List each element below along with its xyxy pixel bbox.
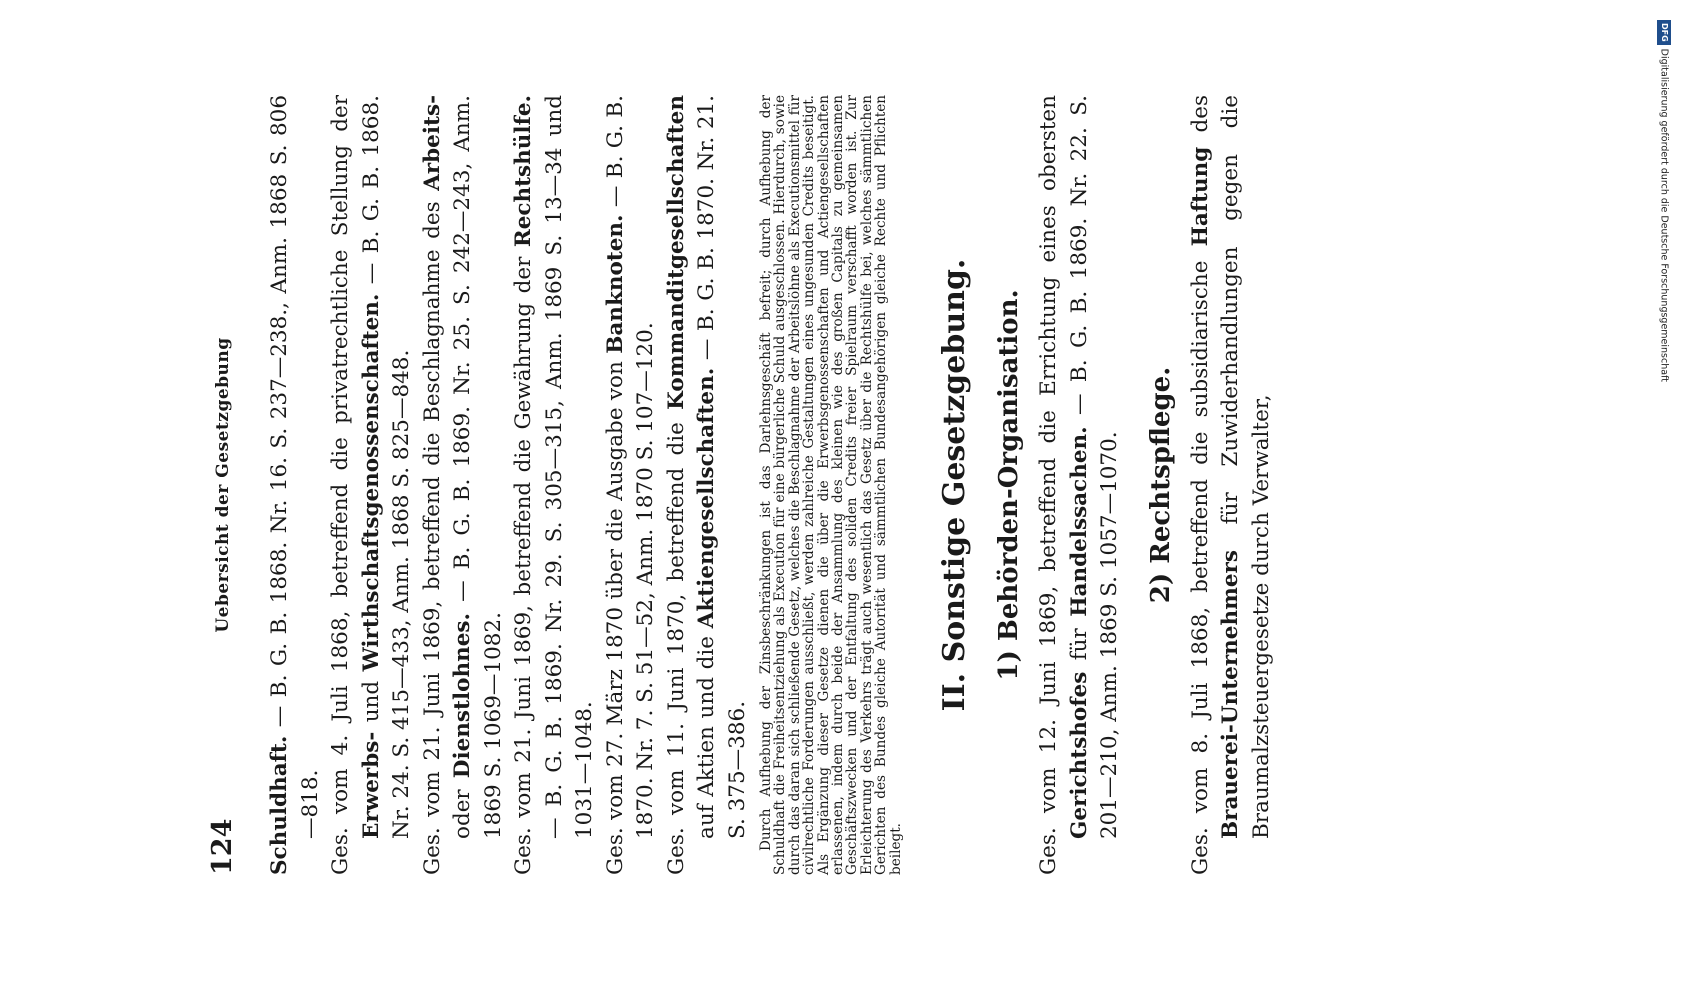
entry-schuldhaft: [265, 95, 326, 875]
entry-mid: des: [1187, 95, 1213, 147]
entry-strong: Schuldhaft.: [267, 735, 292, 875]
entry-lead: Ges. vom 4. Juli 1868, betreffend die privatrechtliche Stellung der: [328, 95, 353, 875]
entry-mid: auf Aktien und die: [694, 628, 719, 839]
entry-banknoten: [601, 95, 662, 875]
commentary-note: Durch Aufhebung der Zinsbeschränkungen ist das Darlehnsgeschäft befreit; durch Aufhebung der Schuldhaft die Freiheitsentziehung als Execution für eine bürgerliche Schuld ausgeschlossen. Hierdurch, sowie durch das daran sich schließende Gesetz, welches die Beschlagnahme der Arbeitslöhne als Executionsmittel für civilrechtliche Forderungen ausschließt, werden zahlreiche Gestaltungen eines ungesunden Credits beseitigt. Als Ergänzung dieser Gesetze dienen die über die Erwerbsgenossenschaften und Actiengesellschaften erlassenen, indem durch beide der Ansammlung des kleinen wie des großen Capitals zu gemeinsamen Geschäftszwecken und der Entfaltung des soliden Credits freier Spielraum verschafft worden ist. Zur Erleichterung des Verkehrs trägt auch wesentlich das Gesetz über die Rechtshülfe bei, welches sämmtlichen Gerichten des Bundes gleiche Autorität und sämmtlichen Bundesangehörigen gleiche Rechte und Pflichten beilegt.: [758, 95, 904, 875]
entry-lead: Ges. vom 21. Juni 1869, betreffend die Beschlagnahme des: [419, 190, 445, 875]
entry-tail: — B. G. B. 1868. Nr. 24. S. 415—433, Anm. 1868 S. 825—848.: [358, 95, 414, 839]
entry-lead: Ges. vom 11. Juni 1870, betreffend die: [663, 409, 689, 875]
entry-lead: Ges. vom 12. Juni 1869, betreffend die Errichtung eines obersten: [1036, 95, 1062, 875]
entry-genossenschaften: [326, 95, 418, 875]
entry-tail: — B. G. B. 1869. Nr. 25. S. 242—243, Anm. 1869 S. 1069—1082.: [450, 95, 506, 839]
entry-tail: — B. G. B. 1869. Nr. 22. S. 201—210, Anm. 1869 S. 1057—1070.: [1066, 95, 1123, 839]
entry-keyword: Haftung: [1187, 146, 1213, 247]
subsection-title-behoerden: 1) Behörden-Organisation.: [994, 289, 1025, 681]
entry-keyword: Wirthschaftsgenossenschaften.: [358, 293, 384, 672]
entry-mid: — B. G. B. 1870. Nr. 7. S. 51—52, Anm. 1870 S. 107—120.: [602, 95, 658, 839]
rotated-book-page: [185, 85, 1274, 885]
entry-tail: für Zuwiderhandlungen gegen die Braumalzsteuergesetze durch Verwalter,: [1218, 95, 1274, 839]
entry-keyword: Rechtshülfe.: [511, 95, 536, 248]
entry-keyword: Handelssachen.: [1066, 426, 1092, 617]
page-header: [207, 95, 265, 875]
entry-keyword: Banknoten.: [602, 214, 628, 354]
page-number: 124: [207, 818, 238, 875]
entry-keyword: Dienstlohnes.: [450, 613, 475, 779]
entry-aktiengesellschaften: [662, 95, 754, 875]
section-title: II. Sonstige Gesetzgebung.: [937, 258, 973, 712]
digitization-credit: [1657, 0, 1672, 1000]
entry-text: — B. G. B. 1868. Nr. 16. S. 237—238., Anm. 1868 S. 806—818.: [267, 95, 323, 839]
entry-brauerei: [1186, 95, 1278, 875]
entry-keyword: Brauerei-Unternehmers: [1218, 550, 1244, 839]
entry-keyword: Kommanditgesellschaften: [663, 95, 689, 410]
entry-gerichtshof: [1034, 95, 1126, 875]
entry-mid: für: [1066, 616, 1092, 672]
entry-keyword: Erwerbs-: [358, 731, 384, 839]
entry-keyword: Aktiengesellschaften.: [694, 367, 719, 629]
credit-text: Digitalisierung gefördert durch die Deutsche Forschungsgemeinschaft: [1658, 48, 1670, 382]
entry-lead: Ges. vom 21. Juni 1869, betreffend die Gewährung der: [511, 247, 536, 875]
entry-keyword: Arbeits-: [419, 95, 445, 191]
subsection-title-rechtspflege: 2) Rechtspflege.: [1145, 366, 1176, 604]
entry-rechtshuelfe: [509, 95, 601, 875]
entry-mid: oder: [450, 778, 475, 839]
entry-lead: Ges. vom 8. Juli 1868, betreffend die subsidiarische: [1187, 246, 1213, 875]
running-head: Uebersicht der Gesetzgebung: [213, 337, 233, 633]
dfg-logo: DFG: [1657, 20, 1671, 45]
entry-mid: — B. G. B. 1869. Nr. 29. S. 305—315, Anm. 1869 S. 13—34 und 1031—1048.: [541, 95, 597, 839]
entry-mid: und: [358, 671, 384, 732]
entry-dienstlohn: [418, 95, 510, 875]
entry-keyword: Gerichtshofes: [1066, 671, 1092, 839]
entry-tail: — B. G. B. 1870. Nr. 21. S. 375—386.: [694, 94, 750, 839]
entry-lead: Ges. vom 27. März 1870 über die Ausgabe von: [602, 353, 628, 875]
